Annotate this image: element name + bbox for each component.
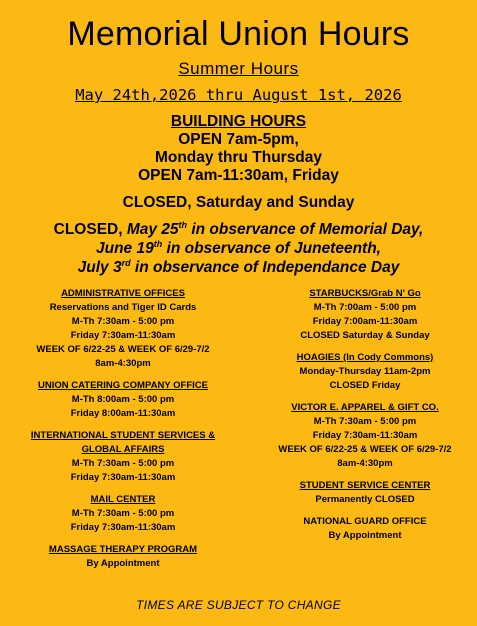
hours-line: M-Th 7:30am - 5:00 pm xyxy=(71,508,175,519)
hours-line: WEEK OF 6/22-25 & WEEK OF 6/29-7/2 xyxy=(278,444,452,455)
hours-line: Friday 7:30am-11:30am xyxy=(70,330,176,341)
footer-disclaimer: TIMES ARE SUBJECT TO CHANGE xyxy=(136,598,341,612)
building-hours-line: Monday thru Thursday xyxy=(154,149,323,166)
dept-block-international-student-services xyxy=(12,429,234,485)
dept-block-student-service-center xyxy=(265,479,465,507)
holiday-line xyxy=(0,258,477,277)
dept-heading: STARBUCKS/Grab N' Go xyxy=(309,288,421,299)
dept-heading: VICTOR E. APPAREL & GIFT CO. xyxy=(291,402,439,413)
hours-line: M-Th 8:00am - 5:00 pm xyxy=(71,394,175,405)
building-hours-line: OPEN 7am-5pm, xyxy=(178,131,299,148)
dept-block-victor-e-apparel-gift-co xyxy=(265,401,465,471)
holiday-date: May 25 xyxy=(126,221,179,238)
dept-block-starbucks-grab-n-go xyxy=(265,287,465,343)
closed-label: CLOSED, xyxy=(53,221,127,238)
building-hours-line: OPEN 7am-11:30am, Friday xyxy=(138,167,339,184)
holiday-line xyxy=(0,239,477,258)
holiday-line xyxy=(0,220,477,239)
dept-block-union-catering-company-office xyxy=(12,379,234,421)
hours-line: Friday 7:30am-11:30am xyxy=(312,430,418,441)
holiday-date: July 3 xyxy=(77,259,122,276)
dept-heading: NATIONAL GUARD OFFICE xyxy=(303,516,427,527)
hours-line: CLOSED Friday xyxy=(329,380,401,391)
hours-line: Friday 7:30am-11:30am xyxy=(70,472,176,483)
hours-line: M-Th 7:30am - 5:00 pm xyxy=(71,458,175,469)
weekend-closure: CLOSED, Saturday and Sunday xyxy=(122,194,355,211)
season-label: Summer Hours xyxy=(178,59,299,78)
dept-heading: UNION CATERING COMPANY OFFICE xyxy=(38,380,208,391)
dept-block-massage-therapy-program xyxy=(12,543,234,571)
dept-heading: STUDENT SERVICE CENTER xyxy=(299,480,431,491)
hours-line: 8am-4:30pm xyxy=(337,458,393,469)
dept-block-national-guard-office xyxy=(265,515,465,543)
hours-line: CLOSED Saturday & Sunday xyxy=(300,330,430,341)
hours-line: WEEK OF 6/22-25 & WEEK OF 6/29-7/2 xyxy=(36,344,210,355)
dept-heading: ADMINISTRATIVE OFFICES xyxy=(61,288,185,299)
hours-line: Monday-Thursday 11am-2pm xyxy=(299,366,431,377)
dept-heading: GLOBAL AFFAIRS xyxy=(81,444,165,455)
building-hours-heading: BUILDING HOURS xyxy=(170,113,307,130)
holiday-date: June 19 xyxy=(95,240,154,257)
date-range: May 24th,2026 thru August 1st, 2026 xyxy=(75,86,402,104)
hours-line: Friday 7:30am-11:30am xyxy=(70,522,176,533)
ordinal-suffix: th xyxy=(178,219,188,230)
holiday-closures xyxy=(0,220,477,277)
ordinal-suffix: rd xyxy=(121,257,131,268)
hours-line: M-Th 7:00am - 5:00 pm xyxy=(313,302,417,313)
hours-line: Reservations and Tiger ID Cards xyxy=(49,302,197,313)
hours-line: Permanently CLOSED xyxy=(315,494,415,505)
hours-line: 8am-4:30pm xyxy=(95,358,151,369)
dept-heading: HOAGIES (In Cody Commons) xyxy=(296,352,434,363)
ordinal-suffix: th xyxy=(153,238,163,249)
holiday-text: in observance of Memorial Day, xyxy=(187,221,424,238)
department-columns xyxy=(0,287,477,579)
hours-line: By Appointment xyxy=(328,530,402,541)
page-title: Memorial Union Hours xyxy=(67,15,410,53)
left-column xyxy=(12,287,234,579)
hours-line: M-Th 7:30am - 5:00 pm xyxy=(71,316,175,327)
hours-line: Friday 7:00am-11:30am xyxy=(312,316,418,327)
dept-block-administrative-offices xyxy=(12,287,234,371)
dept-heading: MAIL CENTER xyxy=(90,494,156,505)
holiday-text: in observance of Independance Day xyxy=(130,259,400,276)
hours-line: By Appointment xyxy=(86,558,160,569)
dept-heading: MASSAGE THERAPY PROGRAM xyxy=(48,544,198,555)
holiday-text: in observance of Juneteenth, xyxy=(162,240,381,257)
dept-block-mail-center xyxy=(12,493,234,535)
hours-line: M-Th 7:30am - 5:00 pm xyxy=(313,416,417,427)
hours-line: Friday 8:00am-11:30am xyxy=(70,408,176,419)
right-column xyxy=(265,287,465,579)
dept-heading: INTERNATIONAL STUDENT SERVICES & xyxy=(30,430,216,441)
dept-block-hoagies-in-cody-commons xyxy=(265,351,465,393)
